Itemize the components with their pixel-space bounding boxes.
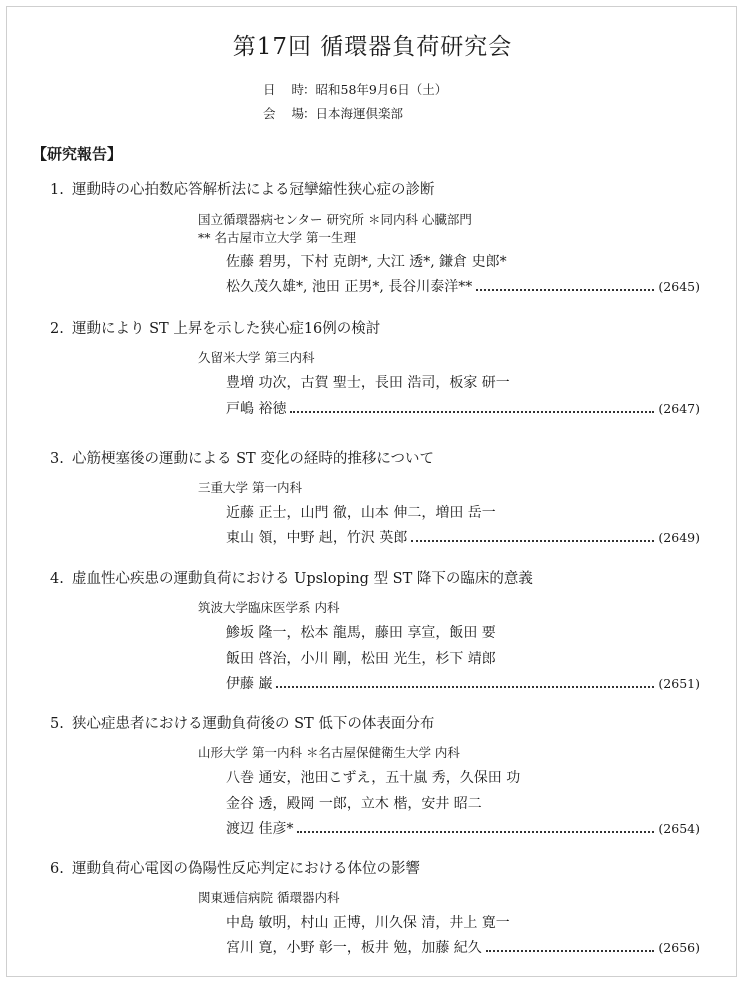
report-title [50,317,380,338]
venue-label: 会 場 [263,106,310,121]
venue-value: ：日本海運倶楽部 [303,106,404,121]
authors: 渡辺 佳彦* [226,821,294,837]
dot-leader [411,540,654,542]
author-line [226,502,700,522]
report-number: 5. [50,716,64,732]
report-title [50,447,434,468]
report-title [50,712,434,733]
section-heading: 【研究報告】 [32,145,123,163]
report-number: 6. [50,861,64,877]
author-line [226,937,700,957]
affiliation: 筑波大学臨床医学系 内科 [198,600,340,615]
authors: 戸嶋 裕徳 [226,401,287,417]
author-line [226,372,700,392]
authors: 金谷 透，殿岡 一郎，立木 楷，安井 昭二 [226,796,482,812]
meeting-date [263,80,447,98]
report-title-text: 心筋梗塞後の運動による ST 変化の経時的推移について [72,451,435,467]
page-number: (2649) [658,530,700,545]
author-line [226,818,700,838]
author-line [226,912,700,932]
page-title: 第17回 循環器負荷研究会 [232,34,513,60]
author-line [226,276,700,296]
authors: 豊増 功次，古賀 聖士，長田 浩司，板家 研一 [226,375,510,391]
date-label: 日 時 [263,82,310,97]
authors: 八巻 通安，池田こずえ，五十嵐 秀，久保田 功 [226,770,521,786]
affiliation: 国立循環器病センター 研究所 ＊同内科 心臓部門 [198,212,472,227]
authors: 中島 敏明，村山 正博，川久保 清，井上 寛一 [226,915,510,931]
affiliation: 山形大学 第一内科 ＊名古屋保健衛生大学 内科 [198,745,460,760]
dot-leader [290,411,654,413]
report-title [50,567,533,588]
author-line [226,648,700,668]
report-title-text: 運動負荷心電図の偽陽性反応判定における体位の影響 [72,861,420,877]
date-value: ：昭和58年9月6日（土） [303,82,448,97]
author-line [226,673,700,693]
report-number: 4. [50,571,64,587]
page-number: (2647) [658,401,700,416]
dot-leader [476,289,654,291]
affiliation: 三重大学 第一内科 [198,480,302,495]
page-number: (2651) [658,676,700,691]
report-title-text: 虚血性心疾患の運動負荷における Upsloping 型 ST 降下の臨床的意義 [72,571,533,587]
authors: 松久茂久雄*, 池田 正男*, 長谷川泰洋** [226,279,473,295]
report-title-text: 運動により ST 上昇を示した狭心症16例の検討 [72,321,381,337]
report-number: 3. [50,451,64,467]
dot-leader [486,950,655,952]
page-number: (2654) [658,821,700,836]
report-number: 1. [50,182,64,198]
authors: 鯵坂 隆一，松本 龍馬，藤田 享宣，飯田 要 [226,625,496,641]
dot-leader [276,686,654,688]
dot-leader [297,831,654,833]
authors: 佐藤 碧男，下村 克朗*, 大江 透*, 鎌倉 史郎* [226,254,507,270]
authors: 近藤 正士，山門 徹，山本 伸二，増田 岳一 [226,505,496,521]
authors: 飯田 啓治，小川 剛，松田 光生，杉下 靖郎 [226,651,496,667]
authors: 伊藤 巌 [226,676,273,692]
author-line [226,622,700,642]
affiliation: 久留米大学 第三内科 [198,350,315,365]
report-title [50,857,420,878]
author-line [226,767,700,787]
authors: 宮川 寛，小野 彰一，板井 勉，加藤 紀久 [226,940,482,956]
affiliation: ** 名古屋市立大学 第一生理 [198,230,356,245]
report-number: 2. [50,321,64,337]
report-title-text: 狭心症患者における運動負荷後の ST 低下の体表面分布 [72,716,435,732]
report-title-text: 運動時の心拍数応答解析法による冠攣縮性狭心症の診断 [72,182,435,198]
author-line [226,527,700,547]
authors: 東山 領，中野 赳，竹沢 英郎 [226,530,408,546]
page-number: (2656) [658,940,700,955]
author-line [226,251,700,271]
author-line [226,398,700,418]
author-line [226,793,700,813]
affiliation: 関東逓信病院 循環器内科 [198,890,340,905]
report-title [50,178,435,199]
meeting-venue [263,104,403,122]
page-number: (2645) [658,279,700,294]
